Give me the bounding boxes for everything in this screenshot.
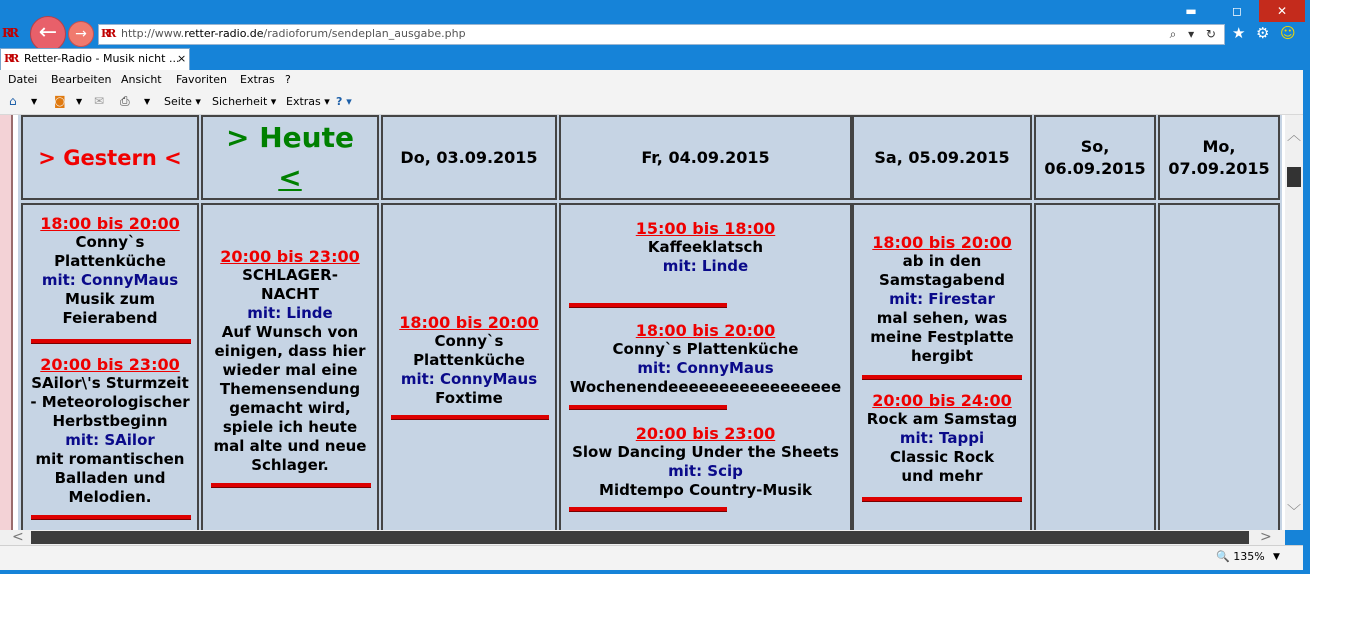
show-time[interactable]: 20:00 bis 23:00 bbox=[220, 247, 360, 266]
header-do-text: Do, 03.09.2015 bbox=[400, 147, 538, 167]
header-gestern[interactable] bbox=[21, 115, 199, 200]
show-separator bbox=[391, 415, 549, 420]
horizontal-scrollbar[interactable] bbox=[0, 530, 1285, 545]
header-so-line1: So, bbox=[1080, 136, 1110, 156]
tab-favicon-icon: RR bbox=[4, 52, 17, 65]
desktop-background bbox=[1310, 0, 1348, 574]
header-fr bbox=[559, 115, 852, 200]
menu-bearbeiten[interactable]: Bearbeiten bbox=[51, 73, 112, 86]
show-entry bbox=[383, 313, 555, 408]
show-time[interactable]: 18:00 bis 20:00 bbox=[40, 214, 180, 233]
zoom-level[interactable]: 🔍 135% bbox=[1216, 550, 1265, 563]
show-entry bbox=[203, 247, 377, 475]
show-host: mit: ConnyMaus bbox=[637, 359, 774, 377]
vertical-scroll-thumb[interactable] bbox=[1287, 167, 1301, 187]
show-entry bbox=[561, 219, 850, 276]
show-time[interactable]: 15:00 bis 18:00 bbox=[635, 219, 776, 238]
desktop-background-bottom bbox=[0, 574, 1348, 632]
smiley-icon[interactable]: ☺ bbox=[1280, 24, 1296, 42]
show-time[interactable]: 18:00 bis 20:00 bbox=[635, 321, 776, 340]
page-menu[interactable]: Seite ▾ bbox=[164, 95, 201, 108]
url-path: /radioforum/sendeplan_ausgabe.php bbox=[263, 27, 466, 40]
day-cell-so bbox=[1034, 203, 1156, 530]
search-refresh-icon[interactable]: ⌕ ▾ ↻ bbox=[1169, 27, 1220, 41]
day-cell-heute bbox=[201, 203, 379, 530]
scroll-up-icon[interactable]: ︿ bbox=[1287, 128, 1301, 144]
tab-close-icon[interactable]: × bbox=[177, 52, 187, 65]
day-cell-do bbox=[381, 203, 557, 530]
header-mo-line1: Mo, bbox=[1202, 136, 1236, 156]
menu-bar bbox=[0, 70, 1303, 90]
menu-ansicht[interactable]: Ansicht bbox=[121, 73, 162, 86]
horizontal-scroll-thumb[interactable] bbox=[31, 531, 1249, 544]
show-desc: Midtempo Country-Musik bbox=[599, 481, 812, 499]
show-entry bbox=[854, 391, 1030, 486]
show-entry bbox=[23, 214, 197, 328]
show-desc: Foxtime bbox=[435, 389, 503, 407]
address-bar[interactable] bbox=[98, 24, 1225, 45]
header-do bbox=[381, 115, 557, 200]
site-favicon-icon: RR bbox=[2, 26, 16, 40]
show-separator bbox=[211, 483, 371, 488]
status-bar bbox=[0, 545, 1303, 570]
show-host: mit: ConnyMaus bbox=[41, 271, 179, 289]
minimize-button[interactable]: ▬ bbox=[1185, 4, 1197, 18]
arrow-right-icon: → bbox=[75, 26, 87, 42]
menu-extras[interactable]: Extras bbox=[240, 73, 275, 86]
arrow-left-icon: ← bbox=[38, 20, 58, 45]
header-heute-line2: < bbox=[278, 160, 302, 194]
tab-retter-radio[interactable] bbox=[0, 48, 190, 71]
home-dropdown-icon[interactable]: ▼ bbox=[31, 97, 38, 106]
header-heute-text[interactable] bbox=[203, 117, 377, 198]
mail-icon[interactable]: ✉ bbox=[94, 94, 105, 108]
header-sa-text: Sa, 05.09.2015 bbox=[874, 147, 1010, 167]
show-entry bbox=[561, 424, 850, 500]
show-host: mit: Linde bbox=[662, 257, 749, 275]
show-title: ab in den Samstagabend bbox=[879, 252, 1005, 289]
favorites-star-icon[interactable]: ★ bbox=[1232, 24, 1246, 42]
maximize-button[interactable]: ◻ bbox=[1232, 4, 1242, 18]
show-desc: Auf Wunsch von einigen, dass hier wieder mal eine Themensendung gemacht wird, spiele ich heute mal alte und neue Schlager. bbox=[213, 323, 367, 474]
show-time[interactable]: 18:00 bis 20:00 bbox=[872, 233, 1012, 252]
show-entry bbox=[23, 355, 197, 507]
show-entry bbox=[561, 321, 850, 397]
schedule-table bbox=[18, 115, 1282, 530]
feeds-dropdown-icon[interactable]: ▼ bbox=[76, 97, 83, 106]
header-mo bbox=[1158, 115, 1280, 200]
left-frame-strip bbox=[0, 115, 13, 530]
show-separator bbox=[31, 515, 191, 520]
rss-feed-icon[interactable]: ◙ bbox=[54, 94, 66, 108]
menu-datei[interactable]: Datei bbox=[8, 73, 38, 86]
safety-menu[interactable]: Sicherheit ▾ bbox=[212, 95, 277, 108]
tools-menu[interactable]: Extras ▾ bbox=[286, 95, 330, 108]
zoom-dropdown-icon[interactable]: ▼ bbox=[1273, 552, 1280, 562]
show-title: Slow Dancing Under the Sheets bbox=[572, 443, 839, 461]
header-sa bbox=[852, 115, 1032, 200]
back-button[interactable] bbox=[30, 16, 66, 52]
show-host: mit: ConnyMaus bbox=[400, 370, 538, 388]
show-time[interactable]: 20:00 bis 23:00 bbox=[635, 424, 776, 443]
show-host: mit: Linde bbox=[247, 304, 333, 322]
show-title: Kaffeeklatsch bbox=[647, 238, 764, 256]
show-host: mit: Scip bbox=[668, 462, 743, 480]
show-desc: Classic Rock und mehr bbox=[889, 448, 995, 485]
header-gestern-text[interactable]: > Gestern < bbox=[38, 145, 182, 170]
show-title: SCHLAGER-NACHT bbox=[242, 266, 338, 303]
print-icon[interactable]: ⎙ bbox=[120, 94, 130, 108]
show-desc: Musik zum Feierabend bbox=[62, 290, 158, 327]
show-time[interactable]: 20:00 bis 24:00 bbox=[872, 391, 1012, 410]
home-icon[interactable]: ⌂ bbox=[9, 94, 17, 108]
show-title: SAilor\'s Sturmzeit - Meteorologischer Herbstbeginn bbox=[30, 374, 190, 430]
tab-title: Retter-Radio - Musik nicht ... bbox=[24, 52, 180, 65]
day-cell-sa bbox=[852, 203, 1032, 530]
header-mo-line2: 07.09.2015 bbox=[1168, 158, 1270, 178]
header-fr-text: Fr, 04.09.2015 bbox=[641, 147, 770, 167]
url-domain: retter-radio.de bbox=[184, 27, 264, 40]
show-title: Rock am Samstag bbox=[866, 410, 1018, 428]
show-host: mit: Firestar bbox=[889, 290, 995, 308]
header-so-line2: 06.09.2015 bbox=[1044, 158, 1146, 178]
url-text[interactable] bbox=[121, 25, 466, 43]
forward-button[interactable] bbox=[68, 21, 94, 47]
close-button[interactable]: ✕ bbox=[1259, 0, 1305, 22]
show-title: Conny`s Plattenküche bbox=[413, 332, 525, 369]
menu-help[interactable]: ? bbox=[285, 73, 291, 86]
command-bar bbox=[0, 90, 1303, 115]
show-host: mit: Tappi bbox=[899, 429, 985, 447]
header-heute[interactable] bbox=[201, 115, 379, 200]
show-title: Conny`s Plattenküche bbox=[612, 340, 799, 358]
address-favicon-icon: RR bbox=[101, 27, 114, 40]
show-host: mit: SAilor bbox=[65, 431, 155, 449]
show-title: Conny`s Plattenküche bbox=[54, 233, 166, 270]
vertical-scrollbar[interactable] bbox=[1285, 115, 1303, 530]
show-desc: mit romantischen Balladen und Melodien. bbox=[35, 450, 185, 506]
show-desc: Wochenendeeeeeeeeeeeeeeeee bbox=[569, 378, 842, 396]
show-separator bbox=[31, 339, 191, 344]
show-separator bbox=[569, 303, 727, 308]
scroll-down-icon[interactable]: ﹀ bbox=[1287, 504, 1301, 520]
day-cell-fr bbox=[559, 203, 852, 530]
show-desc: mal sehen, was meine Festplatte hergibt bbox=[870, 309, 1014, 365]
print-dropdown-icon[interactable]: ▼ bbox=[144, 97, 151, 106]
day-cell-gestern bbox=[21, 203, 199, 530]
show-separator bbox=[862, 497, 1022, 502]
gear-icon[interactable]: ⚙ bbox=[1256, 24, 1270, 42]
show-separator bbox=[569, 405, 727, 410]
show-separator bbox=[569, 507, 727, 512]
header-heute-line1: > Heute bbox=[226, 120, 354, 154]
page-content bbox=[0, 115, 1303, 530]
show-separator bbox=[862, 375, 1022, 380]
menu-favoriten[interactable]: Favoriten bbox=[176, 73, 227, 86]
scroll-left-icon[interactable]: < bbox=[12, 529, 24, 545]
show-time[interactable]: 18:00 bis 20:00 bbox=[399, 313, 539, 332]
scroll-right-icon[interactable]: > bbox=[1260, 529, 1272, 545]
header-so bbox=[1034, 115, 1156, 200]
url-prefix: http://www. bbox=[121, 27, 185, 40]
day-cell-mo bbox=[1158, 203, 1280, 530]
help-menu-icon[interactable]: ? ▾ bbox=[336, 95, 352, 108]
show-time[interactable]: 20:00 bis 23:00 bbox=[40, 355, 180, 374]
show-entry bbox=[854, 233, 1030, 366]
